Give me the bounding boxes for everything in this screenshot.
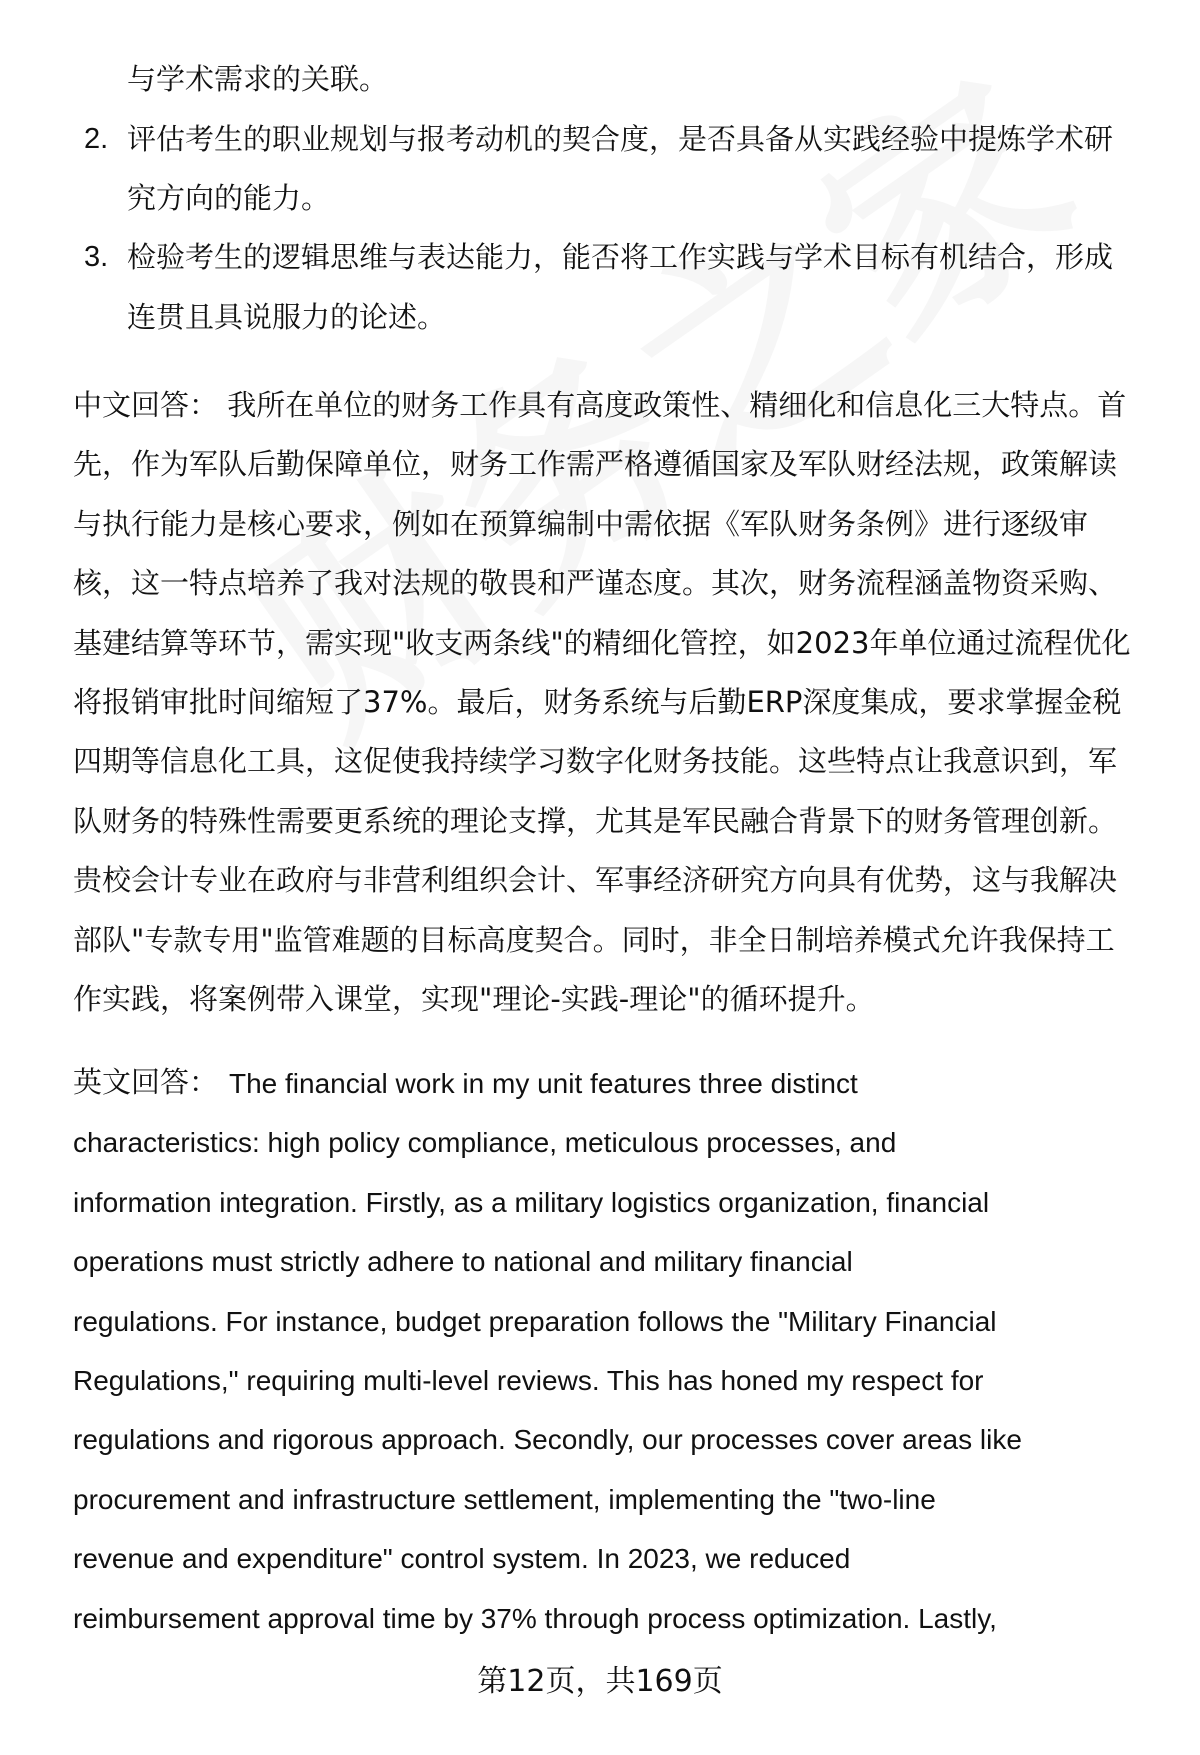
english-answer-line: operations must strictly adhere to national and military financial	[73, 1246, 853, 1278]
chinese-answer-line: 将报销审批时间缩短了37%。最后，财务系统与后勤ERP深度集成，要求掌握金税	[73, 685, 1122, 719]
chinese-answer-line: 部队"专款专用"监管难题的目标高度契合。同时，非全日制培养模式允许我保持工	[73, 922, 1115, 957]
english-answer-line: procurement and infrastructure settlement, implementing the "two-line	[73, 1483, 936, 1515]
chinese-answer-line: 中文回答： 我所在单位的财务工作具有高度政策性、精细化和信息化三大特点。首	[73, 388, 1127, 422]
list-number: 2.	[84, 123, 109, 155]
chinese-answer-line: 核，这一特点培养了我对法规的敬畏和严谨态度。其次，财务流程涵盖物资采购、	[73, 566, 1118, 601]
chinese-answer-line: 四期等信息化工具，这促使我持续学习数字化财务技能。这些特点让我意识到，军	[73, 744, 1118, 779]
list-continuation: 与学术需求的关联。	[127, 62, 389, 96]
list-number: 3.	[84, 241, 109, 273]
list-item-line: 连贯且具说服力的论述。	[127, 300, 447, 334]
chinese-answer-line: 基建结算等环节，需实现"收支两条线"的精细化管控，如2023年单位通过流程优化	[73, 625, 1131, 660]
english-answer-line: regulations. For instance, budget preparation follows the "Military Financial	[73, 1305, 997, 1337]
list-item-line: 究方向的能力。	[127, 181, 331, 215]
chinese-answer-line: 队财务的特殊性需要更系统的理论支撑，尤其是军民融合背景下的财务管理创新。	[73, 803, 1118, 838]
chinese-answer-line: 作实践，将案例带入课堂，实现"理论-实践-理论"的循环提升。	[73, 982, 875, 1016]
english-answer-line: characteristics: high policy compliance, meticulous processes, and	[73, 1127, 897, 1159]
chinese-answer-line: 与执行能力是核心要求，例如在预算编制中需依据《军队财务条例》进行逐级审	[73, 506, 1089, 541]
chinese-answer-line: 先，作为军队后勤保障单位，财务工作需严格遵循国家及军队财经法规，政策解读	[73, 447, 1118, 482]
english-answer-line: The financial work in my unit features three distinct	[229, 1068, 858, 1099]
english-answer-line: regulations and rigorous approach. Secondly, our processes cover areas like	[73, 1424, 1022, 1456]
english-answer-line: information integration. Firstly, as a military logistics organization, financial	[73, 1186, 990, 1218]
list-item-line: 评估考生的职业规划与报考动机的契合度，是否具备从实践经验中提炼学术研	[127, 122, 1114, 156]
english-answer-label: 英文回答：	[73, 1065, 219, 1099]
chinese-answer-line: 贵校会计专业在政府与非营利组织会计、军事经济研究方向具有优势，这与我解决	[73, 863, 1118, 898]
page-indicator: 第12页，共169页	[477, 1664, 723, 1699]
list-item-line: 检验考生的逻辑思维与表达能力，能否将工作实践与学术目标有机结合，形成	[127, 240, 1114, 274]
english-answer-line: reimbursement approval time by 37% through process optimization. Lastly,	[73, 1602, 997, 1634]
english-answer-line: revenue and expenditure" control system. In 2023, we reduced	[73, 1543, 851, 1575]
english-answer-line: Regulations," requiring multi-level reviews. This has honed my respect for	[73, 1365, 984, 1396]
